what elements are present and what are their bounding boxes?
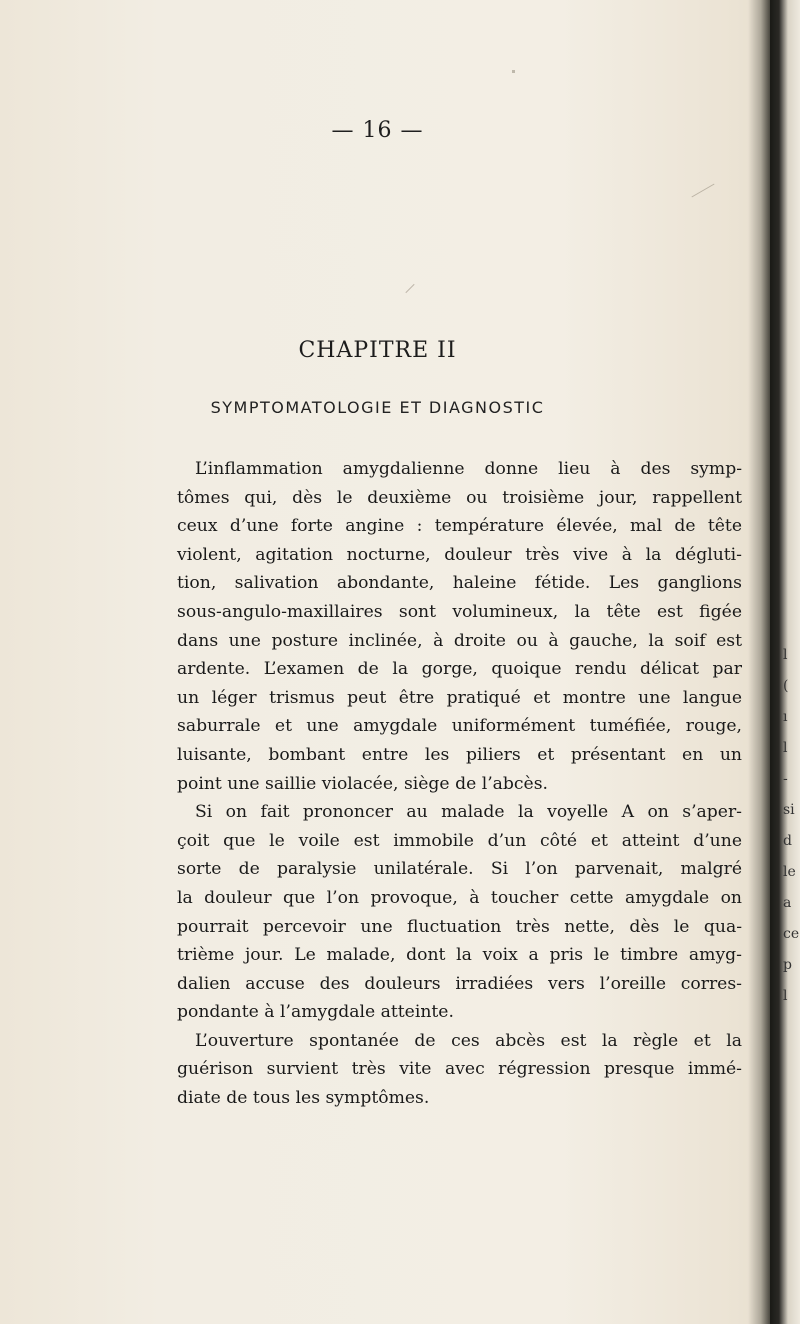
text-line: diate de tous les symptômes. xyxy=(177,1088,430,1109)
text-line: tômes qui, dès le deuxième ou troisième jour, rappellent xyxy=(177,487,742,508)
edge-letter: l xyxy=(783,647,788,663)
edge-letter: a xyxy=(783,895,792,911)
text-line: tion, salivation abondante, haleine fétide. Les ganglions xyxy=(177,573,742,594)
facing-page-edge xyxy=(783,640,800,1012)
paper-speck xyxy=(405,284,414,293)
paper-speck xyxy=(691,184,714,198)
page-number: — 16 — xyxy=(331,118,424,143)
edge-letter: - xyxy=(783,771,788,787)
text-line: la douleur que l’on provoque, à toucher cette amygdale on xyxy=(177,887,742,908)
body-text xyxy=(177,455,742,1113)
paper-speck xyxy=(512,70,515,73)
text-line: pourrait percevoir une fluctuation très nette, dès le qua- xyxy=(177,916,742,937)
text-line: dans une posture inclinée, à droite ou à gauche, la soif est xyxy=(177,630,742,651)
text-line: ceux d’une forte angine : température élevée, mal de tête xyxy=(177,516,742,537)
chapter-title: CHAPITRE II xyxy=(298,338,457,363)
text-line: dalien accuse des douleurs irradiées vers l’oreille corres- xyxy=(177,973,742,994)
text-line: çoit que le voile est immobile d’un côté et atteint d’une xyxy=(177,830,742,851)
text-line: sous-angulo-maxillaires sont volumineux, la tête est figée xyxy=(177,601,742,622)
edge-letter: l xyxy=(783,988,788,1004)
edge-letter: ce xyxy=(783,926,800,942)
text-line: sorte de paralysie unilatérale. Si l’on parvenait, malgré xyxy=(177,859,742,880)
text-line: L’inflammation amygdalienne donne lieu à des symp- xyxy=(195,459,742,479)
text-line: guérison survient très vite avec régression presque immé- xyxy=(177,1059,742,1080)
edge-letter: l xyxy=(783,740,788,756)
edge-letter: d xyxy=(783,833,792,849)
text-line: un léger trismus peut être pratiqué et montre une langue xyxy=(177,687,742,708)
text-line: luisante, bombant entre les piliers et présentant en un xyxy=(177,744,742,765)
text-line: L’ouverture spontanée de ces abcès est la règle et la xyxy=(195,1030,742,1051)
text-line: point une saillie violacée, siège de l’abcès. xyxy=(177,773,548,794)
chapter-subtitle: SYMPTOMATOLOGIE ET DIAGNOSTIC xyxy=(210,398,545,417)
edge-letter: ( xyxy=(783,678,789,694)
text-line: Si on fait prononcer au malade la voyelle A on s’aper- xyxy=(195,802,742,823)
text-line: saburrale et une amygdale uniformément tuméfiée, rouge, xyxy=(177,716,742,737)
text-line: pondante à l’amygdale atteinte. xyxy=(177,1002,454,1023)
edge-letter: p xyxy=(783,957,792,973)
text-line: ardente. L’examen de la gorge, quoique rendu délicat par xyxy=(177,659,742,680)
edge-letter: le xyxy=(783,864,796,880)
text-line: violent, agitation nocturne, douleur très vive à la dégluti- xyxy=(177,544,742,565)
text-line: trième jour. Le malade, dont la voix a pris le timbre amyg- xyxy=(177,945,742,966)
edge-letter: si xyxy=(783,802,795,818)
edge-letter: ı xyxy=(783,709,788,725)
